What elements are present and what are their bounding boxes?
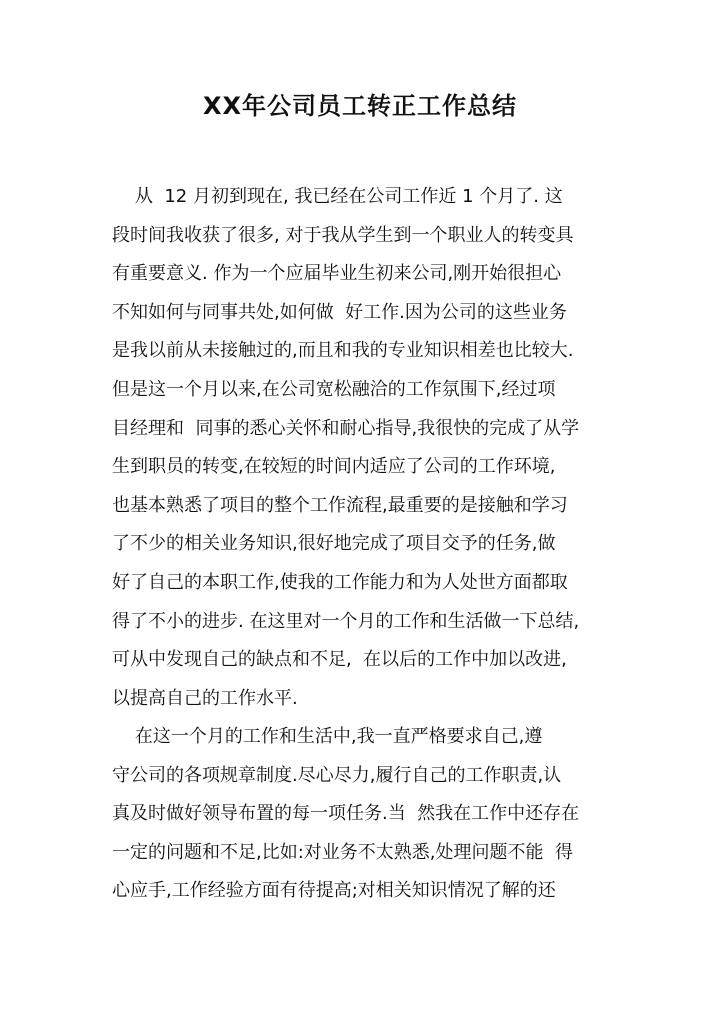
paragraph-line: 一定的问题和不足,比如:对业务不太熟悉,处理问题不能 得 — [112, 841, 573, 863]
paragraph-line: 是我以前从未接触过的,而且和我的专业知识相差也比较大. — [112, 340, 574, 362]
paragraph-line: 生到职员的转变,在较短的时间内适应了公司的工作环境, — [112, 456, 556, 478]
paragraph-line: 段时间我收获了很多, 对于我从学生到一个职业人的转变具 — [112, 224, 574, 246]
paragraph-line: 好了自己的本职工作,使我的工作能力和为人处世方面都取 — [112, 571, 568, 593]
paragraph-line: 得了不小的进步. 在这里对一个月的工作和生活做一下总结, — [112, 610, 580, 632]
paragraph-line: 真及时做好领导布置的每一项任务.当 然我在工作中还存在 — [112, 803, 580, 825]
paragraph-line: 从 12 月初到现在, 我已经在公司工作近 1 个月了. 这 — [112, 186, 563, 207]
paragraph-line: 在这一个月的工作和生活中,我一直严格要求自己,遵 — [112, 726, 543, 747]
document-title: XX年公司员工转正工作总结 — [202, 92, 517, 120]
paragraph-2 — [112, 718, 612, 911]
paragraph-line: 以提高自己的工作水平. — [112, 687, 298, 709]
paragraph-line: 可从中发现自己的缺点和不足, 在以后的工作中加以改进, — [112, 649, 567, 671]
paragraph-line: 目经理和 同事的悉心关怀和耐心指导,我很快的完成了从学 — [112, 417, 580, 439]
paragraph-line: 了不少的相关业务知识,很好地完成了项目交予的任务,做 — [112, 533, 556, 555]
paragraph-line: 但是这一个月以来,在公司宽松融洽的工作氛围下,经过项 — [112, 378, 556, 400]
paragraph-line: 心应手,工作经验方面有待提高;对相关知识情况了解的还 — [112, 880, 556, 902]
paragraph-1 — [112, 178, 612, 718]
paragraph-line: 也基本熟悉了项目的整个工作流程,最重要的是接触和学习 — [112, 494, 568, 516]
paragraph-line: 不知如何与同事共处,如何做 好工作.因为公司的这些业务 — [112, 301, 567, 323]
paragraph-line: 守公司的各项规章制度.尽心尽力,履行自己的工作职责,认 — [112, 764, 562, 786]
paragraph-line: 有重要意义. 作为一个应届毕业生初来公司,刚开始很担心 — [112, 263, 562, 285]
